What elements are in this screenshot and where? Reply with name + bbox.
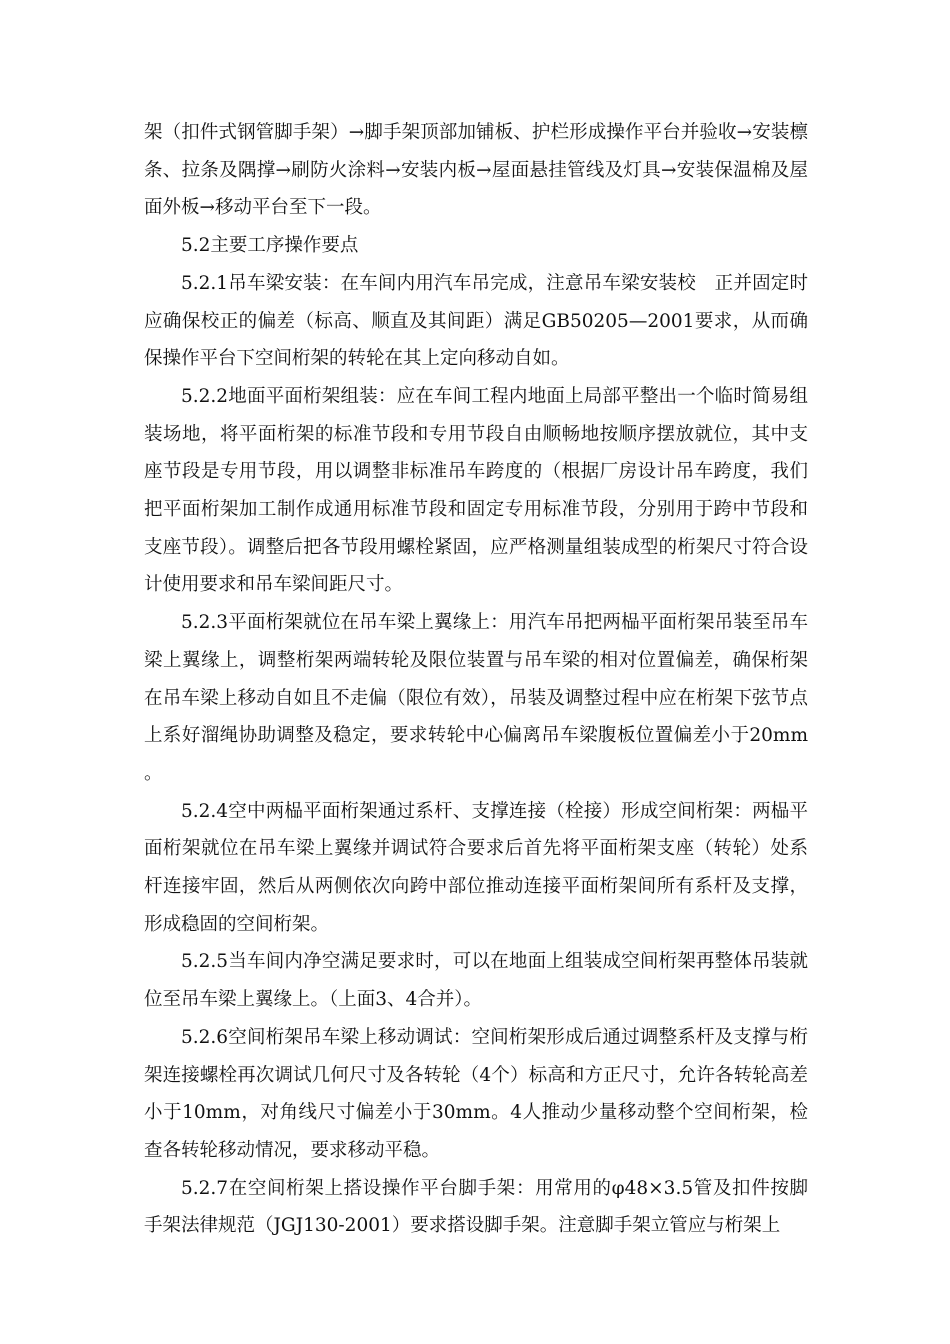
- paragraph-5-2-1: 5.2.1吊车梁安装：在车间内用汽车吊完成，注意吊车梁安装校 正并固定时应确保校正的偏差（标高、顺直及其间距）满足GB50205—2001要求，从而确保操作平台下空间桁架的转轮在其上定向移动自如。: [144, 272, 808, 370]
- paragraph-5-2-7: 5.2.7在空间桁架上搭设操作平台脚手架：用常用的φ48×3.5管及扣件按脚手架法律规范（JGJ130-2001）要求搭设脚手架。注意脚手架立管应与桁架上: [144, 1177, 808, 1237]
- paragraph-5-2-4: 5.2.4空中两榀平面桁架通过系杆、支撑连接（栓接）形成空间桁架：两榀平面桁架就位在吊车梁上翼缘并调试符合要求后首先将平面桁架支座（转轮）处系杆连接牢固，然后从两侧依次向跨中部位推动连接平面桁架间所有系杆及支撑，形成稳固的空间桁架。: [144, 800, 808, 935]
- paragraph-5-2-6: 5.2.6空间桁架吊车梁上移动调试：空间桁架形成后通过调整系杆及支撑与桁架连接螺栓再次调试几何尺寸及各转轮（4个）标高和方正尺寸，允许各转轮高差小于10mm，对角线尺寸偏差小于30mm。4人推动少量移动整个空间桁架，检查各转轮移动情况，要求移动平稳。: [144, 1026, 808, 1161]
- paragraph-5-2-5: 5.2.5当车间内净空满足要求时，可以在地面上组装成空间桁架再整体吊装就位至吊车梁上翼缘上。（上面3、4合并）。: [144, 951, 808, 1011]
- paragraph-continuation: 架（扣件式钢管脚手架）→脚手架顶部加铺板、护栏形成操作平台并验收→安装檩条、拉条及隅撑→刷防火涂料→安装内板→屋面悬挂管线及灯具→安装保温棉及屋面外板→移动平台至下一段。: [144, 122, 808, 219]
- paragraph-5-2-2: 5.2.2地面平面桁架组装：应在车间工程内地面上局部平整出一个临时简易组装场地，将平面桁架的标准节段和专用节段自由顺畅地按顺序摆放就位，其中支座节段是专用节段，用以调整非标准吊车跨度的（根据厂房设计吊车跨度，我们把平面桁架加工制作成通用标准节段和固定专用标准节段，分别用于跨中节段和支座节段）。调整后把各节段用螺栓紧固，应严格测量组装成型的桁架尺寸符合设计使用要求和吊车梁间距尺寸。: [144, 385, 808, 596]
- section-heading-5-2: 5.2主要工序操作要点: [181, 235, 359, 257]
- document-body: [144, 114, 808, 1245]
- paragraph-5-2-3: 5.2.3平面桁架就位在吊车梁上翼缘上：用汽车吊把两榀平面桁架吊装至吊车梁上翼缘上，调整桁架两端转轮及限位装置与吊车梁的相对位置偏差，确保桁架在吊车梁上移动自如且不走偏（限位有效），吊装及调整过程中应在桁架下弦节点上系好溜绳协助调整及稳定，要求转轮中心偏离吊车梁腹板位置偏差小于20mm。: [144, 612, 808, 784]
